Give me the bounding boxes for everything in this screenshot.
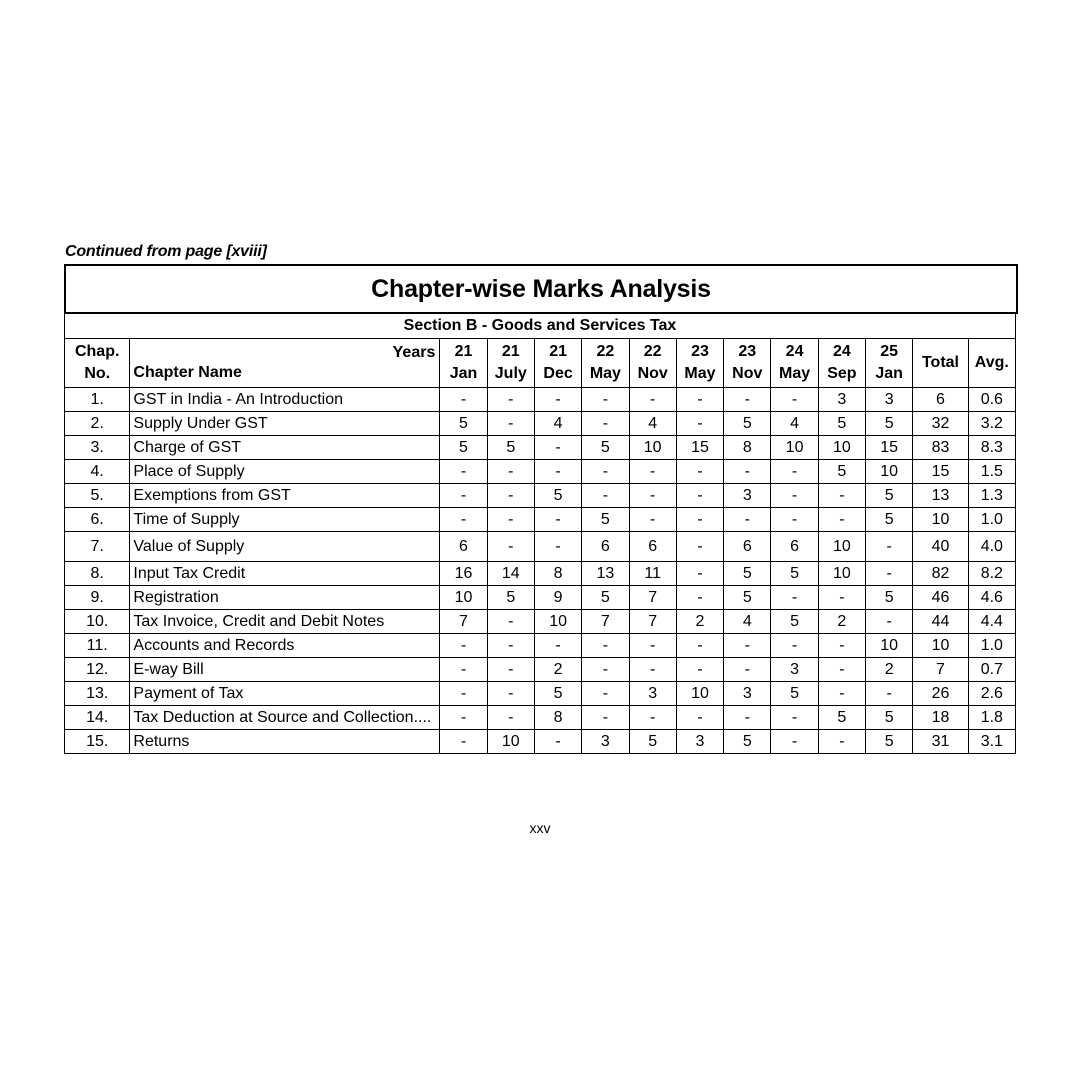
marks-cell: -	[676, 634, 723, 658]
avg-cell: 4.0	[968, 532, 1015, 562]
marks-cell: 5	[534, 682, 581, 706]
avg-cell: 1.0	[968, 508, 1015, 532]
header-row	[65, 339, 1016, 388]
avg-cell: 8.3	[968, 436, 1015, 460]
exam-month: Dec	[543, 365, 573, 382]
chapter-number-cell: 4.	[65, 460, 130, 484]
marks-cell: 7	[582, 610, 629, 634]
table-row	[65, 610, 1016, 634]
marks-cell: -	[818, 658, 865, 682]
marks-cell: -	[582, 412, 629, 436]
chapter-number-cell: 11.	[65, 634, 130, 658]
chapter-number-cell: 8.	[65, 562, 130, 586]
chapter-number-cell: 2.	[65, 412, 130, 436]
marks-cell: 11	[629, 562, 676, 586]
exam-year: 21	[549, 343, 567, 360]
marks-cell: 3	[771, 658, 818, 682]
marks-cell: -	[818, 586, 865, 610]
chapter-number-cell: 15.	[65, 730, 130, 754]
chapter-number-cell: 14.	[65, 706, 130, 730]
avg-cell: 3.1	[968, 730, 1015, 754]
chapter-name-cell: Supply Under GST	[130, 412, 440, 436]
marks-cell: -	[676, 706, 723, 730]
marks-cell: 5	[629, 730, 676, 754]
chapter-number-cell: 7.	[65, 532, 130, 562]
marks-cell: -	[629, 634, 676, 658]
marks-cell: -	[724, 388, 771, 412]
marks-cell: 5	[771, 682, 818, 706]
marks-cell: -	[676, 484, 723, 508]
marks-cell: -	[582, 682, 629, 706]
marks-cell: -	[582, 460, 629, 484]
marks-cell: -	[771, 460, 818, 484]
marks-cell: -	[582, 634, 629, 658]
exam-year: 23	[738, 343, 757, 360]
section-heading: Section B - Goods and Services Tax	[65, 314, 1016, 339]
marks-cell: 5	[771, 610, 818, 634]
avg-header: Avg.	[968, 339, 1015, 388]
chapter-number-cell: 13.	[65, 682, 130, 706]
marks-cell: -	[487, 460, 534, 484]
avg-cell: 8.2	[968, 562, 1015, 586]
marks-cell: 10	[818, 436, 865, 460]
exam-year: 22	[596, 343, 615, 360]
total-cell: 6	[913, 388, 968, 412]
marks-cell: 15	[866, 436, 913, 460]
exam-month: Jan	[875, 365, 903, 382]
marks-cell: 10	[676, 682, 723, 706]
total-cell: 32	[913, 412, 968, 436]
exam-year: 22	[643, 343, 662, 360]
marks-cell: 8	[724, 436, 771, 460]
marks-cell: -	[866, 562, 913, 586]
marks-cell: -	[629, 460, 676, 484]
marks-cell: 5	[771, 562, 818, 586]
table-row	[65, 586, 1016, 610]
marks-cell: 3	[866, 388, 913, 412]
marks-cell: -	[487, 610, 534, 634]
chapter-name-cell: Tax Invoice, Credit and Debit Notes	[130, 610, 440, 634]
marks-cell: 5	[582, 586, 629, 610]
marks-cell: 5	[487, 586, 534, 610]
chapter-number-cell: 9.	[65, 586, 130, 610]
marks-cell: 15	[676, 436, 723, 460]
exam-header	[818, 339, 865, 388]
marks-cell: 5	[724, 730, 771, 754]
marks-cell: 5	[724, 412, 771, 436]
marks-cell: 5	[582, 508, 629, 532]
marks-cell: 3	[629, 682, 676, 706]
chap-no-header-line2: No.	[84, 365, 111, 382]
marks-cell: -	[629, 658, 676, 682]
marks-cell: 6	[771, 532, 818, 562]
marks-cell: -	[534, 388, 581, 412]
table-row	[65, 388, 1016, 412]
marks-cell: 5	[866, 508, 913, 532]
marks-cell: 9	[534, 586, 581, 610]
marks-cell: -	[534, 460, 581, 484]
marks-cell: 4	[724, 610, 771, 634]
marks-cell: -	[440, 634, 487, 658]
marks-cell: 6	[440, 532, 487, 562]
avg-cell: 1.0	[968, 634, 1015, 658]
chapter-number-cell: 5.	[65, 484, 130, 508]
marks-cell: -	[440, 658, 487, 682]
marks-cell: 16	[440, 562, 487, 586]
marks-cell: -	[440, 484, 487, 508]
marks-cell: -	[676, 388, 723, 412]
total-cell: 26	[913, 682, 968, 706]
marks-cell: 5	[818, 706, 865, 730]
marks-cell: 13	[582, 562, 629, 586]
marks-cell: -	[582, 658, 629, 682]
marks-cell: 4	[629, 412, 676, 436]
marks-cell: -	[440, 682, 487, 706]
marks-cell: -	[629, 388, 676, 412]
marks-cell: -	[771, 706, 818, 730]
exam-month: Jan	[449, 365, 478, 382]
table-row	[65, 730, 1016, 754]
marks-cell: 8	[534, 706, 581, 730]
marks-cell: 2	[676, 610, 723, 634]
marks-cell: 4	[771, 412, 818, 436]
marks-cell: -	[534, 634, 581, 658]
exam-year: 25	[880, 343, 899, 360]
total-cell: 40	[913, 532, 968, 562]
table-row	[65, 634, 1016, 658]
exam-header	[676, 339, 723, 388]
marks-cell: 5	[866, 706, 913, 730]
marks-cell: -	[771, 508, 818, 532]
marks-cell: -	[771, 730, 818, 754]
marks-cell: 3	[582, 730, 629, 754]
total-header: Total	[913, 339, 968, 388]
chapter-name-cell: Place of Supply	[130, 460, 440, 484]
exam-month: July	[494, 365, 527, 382]
marks-cell: -	[487, 634, 534, 658]
marks-cell: 5	[440, 436, 487, 460]
marks-cell: 5	[866, 412, 913, 436]
marks-cell: 3	[818, 388, 865, 412]
marks-cell: -	[724, 634, 771, 658]
table-row	[65, 412, 1016, 436]
marks-cell: -	[487, 658, 534, 682]
marks-cell: 5	[818, 412, 865, 436]
marks-cell: -	[771, 388, 818, 412]
table-row	[65, 436, 1016, 460]
marks-cell: -	[866, 682, 913, 706]
marks-cell: -	[487, 706, 534, 730]
exam-month: May	[684, 365, 716, 382]
table-row	[65, 532, 1016, 562]
chapter-name-cell: Charge of GST	[130, 436, 440, 460]
exam-month: May	[779, 365, 811, 382]
marks-cell: 8	[534, 562, 581, 586]
total-cell: 18	[913, 706, 968, 730]
marks-cell: 10	[534, 610, 581, 634]
table-body	[65, 388, 1016, 754]
marks-cell: 6	[582, 532, 629, 562]
chapter-number-cell: 12.	[65, 658, 130, 682]
marks-cell: 10	[771, 436, 818, 460]
marks-cell: -	[676, 508, 723, 532]
marks-cell: -	[534, 436, 581, 460]
marks-cell: 5	[866, 730, 913, 754]
marks-cell: -	[676, 586, 723, 610]
marks-cell: -	[724, 460, 771, 484]
marks-cell: -	[440, 706, 487, 730]
exam-month: May	[589, 365, 621, 382]
marks-cell: 14	[487, 562, 534, 586]
table-row	[65, 562, 1016, 586]
chapter-name-cell: Value of Supply	[130, 532, 440, 562]
avg-cell: 3.2	[968, 412, 1015, 436]
table-row	[65, 460, 1016, 484]
table-row	[65, 508, 1016, 532]
marks-cell: -	[676, 460, 723, 484]
exam-year: 21	[454, 343, 473, 360]
total-cell: 31	[913, 730, 968, 754]
marks-cell: -	[487, 388, 534, 412]
marks-cell: 5	[534, 484, 581, 508]
exam-header	[440, 339, 487, 388]
chapter-name-cell: Tax Deduction at Source and Collection....	[130, 706, 440, 730]
chapter-name-cell: Time of Supply	[130, 508, 440, 532]
exam-month: Nov	[637, 365, 668, 382]
total-cell: 10	[913, 634, 968, 658]
marks-cell: -	[818, 682, 865, 706]
avg-cell: 0.7	[968, 658, 1015, 682]
marks-table	[64, 313, 1016, 754]
chapter-name-cell: Registration	[130, 586, 440, 610]
marks-cell: -	[629, 484, 676, 508]
avg-cell: 4.4	[968, 610, 1015, 634]
marks-cell: -	[582, 484, 629, 508]
marks-cell: -	[487, 484, 534, 508]
chapter-name-cell: Input Tax Credit	[130, 562, 440, 586]
marks-cell: 5	[818, 460, 865, 484]
marks-cell: 5	[582, 436, 629, 460]
chapter-name-header	[130, 339, 440, 388]
chapter-name-cell: Returns	[130, 730, 440, 754]
marks-cell: -	[440, 508, 487, 532]
marks-cell: 6	[724, 532, 771, 562]
avg-cell: 2.6	[968, 682, 1015, 706]
avg-cell: 0.6	[968, 388, 1015, 412]
chap-no-header-line1: Chap.	[74, 343, 120, 360]
chapter-number-cell: 1.	[65, 388, 130, 412]
marks-cell: -	[676, 412, 723, 436]
exam-year: 24	[832, 343, 851, 360]
exam-header	[866, 339, 913, 388]
exam-header	[582, 339, 629, 388]
marks-cell: -	[487, 508, 534, 532]
chapter-number-cell: 6.	[65, 508, 130, 532]
marks-cell: 10	[818, 562, 865, 586]
marks-cell: -	[818, 484, 865, 508]
exam-header	[724, 339, 771, 388]
marks-cell: 10	[629, 436, 676, 460]
marks-cell: -	[724, 706, 771, 730]
marks-cell: -	[866, 610, 913, 634]
avg-cell: 1.3	[968, 484, 1015, 508]
marks-cell: 5	[724, 586, 771, 610]
chapter-name-cell: GST in India - An Introduction	[130, 388, 440, 412]
marks-cell: 10	[866, 460, 913, 484]
marks-cell: 3	[724, 484, 771, 508]
table-row	[65, 706, 1016, 730]
marks-cell: 6	[629, 532, 676, 562]
total-cell: 44	[913, 610, 968, 634]
total-cell: 10	[913, 508, 968, 532]
exam-header	[487, 339, 534, 388]
marks-cell: 4	[534, 412, 581, 436]
chapter-name-cell: Exemptions from GST	[130, 484, 440, 508]
marks-cell: -	[771, 634, 818, 658]
marks-cell: -	[487, 682, 534, 706]
marks-cell: -	[440, 460, 487, 484]
marks-cell: -	[866, 532, 913, 562]
marks-cell: 3	[724, 682, 771, 706]
page-number: xxv	[529, 820, 551, 836]
exam-year: 24	[785, 343, 804, 360]
chapter-number-cell: 3.	[65, 436, 130, 460]
marks-cell: -	[771, 586, 818, 610]
marks-cell: -	[629, 508, 676, 532]
table-row	[65, 682, 1016, 706]
total-cell: 46	[913, 586, 968, 610]
marks-cell: 10	[440, 586, 487, 610]
marks-cell: -	[440, 388, 487, 412]
chapter-name-label: Chapter Name	[133, 364, 242, 381]
marks-cell: -	[818, 508, 865, 532]
continued-note: Continued from page [xviii]	[65, 243, 267, 260]
marks-cell: -	[676, 562, 723, 586]
total-cell: 82	[913, 562, 968, 586]
marks-cell: -	[487, 412, 534, 436]
marks-cell: 10	[487, 730, 534, 754]
marks-cell: 5	[724, 562, 771, 586]
marks-cell: 10	[866, 634, 913, 658]
exam-year: 21	[501, 343, 520, 360]
marks-cell: 7	[629, 586, 676, 610]
marks-cell: -	[771, 484, 818, 508]
marks-cell: -	[724, 658, 771, 682]
marks-cell: -	[724, 508, 771, 532]
marks-cell: -	[487, 532, 534, 562]
marks-cell: -	[676, 658, 723, 682]
marks-cell: -	[440, 730, 487, 754]
marks-cell: -	[534, 532, 581, 562]
chapter-name-cell: Payment of Tax	[130, 682, 440, 706]
exam-header	[534, 339, 581, 388]
marks-cell: 3	[676, 730, 723, 754]
marks-cell: 2	[818, 610, 865, 634]
marks-cell: -	[818, 730, 865, 754]
marks-cell: 7	[440, 610, 487, 634]
exam-month: Sep	[827, 365, 857, 382]
marks-cell: 2	[534, 658, 581, 682]
marks-cell: 7	[629, 610, 676, 634]
marks-cell: -	[582, 706, 629, 730]
avg-cell: 4.6	[968, 586, 1015, 610]
marks-cell: -	[629, 706, 676, 730]
marks-cell: -	[534, 730, 581, 754]
marks-cell: -	[534, 508, 581, 532]
avg-cell: 1.5	[968, 460, 1015, 484]
total-cell: 83	[913, 436, 968, 460]
table-row	[65, 658, 1016, 682]
chapter-name-cell: Accounts and Records	[130, 634, 440, 658]
exam-year: 23	[691, 343, 709, 360]
table-row	[65, 484, 1016, 508]
marks-cell: 5	[866, 586, 913, 610]
total-cell: 15	[913, 460, 968, 484]
chapter-name-cell: E-way Bill	[130, 658, 440, 682]
exam-header	[771, 339, 818, 388]
marks-cell: 2	[866, 658, 913, 682]
total-cell: 13	[913, 484, 968, 508]
total-cell: 7	[913, 658, 968, 682]
exam-header	[629, 339, 676, 388]
chapter-number-cell: 10.	[65, 610, 130, 634]
marks-cell: 5	[866, 484, 913, 508]
marks-cell: 5	[440, 412, 487, 436]
page-title: Chapter-wise Marks Analysis	[64, 264, 1018, 314]
chap-no-header	[65, 339, 130, 388]
marks-cell: 5	[487, 436, 534, 460]
years-label: Years	[392, 344, 436, 361]
marks-cell: 10	[818, 532, 865, 562]
marks-cell: -	[818, 634, 865, 658]
avg-cell: 1.8	[968, 706, 1015, 730]
exam-month: Nov	[732, 365, 763, 382]
marks-cell: -	[582, 388, 629, 412]
marks-cell: -	[676, 532, 723, 562]
